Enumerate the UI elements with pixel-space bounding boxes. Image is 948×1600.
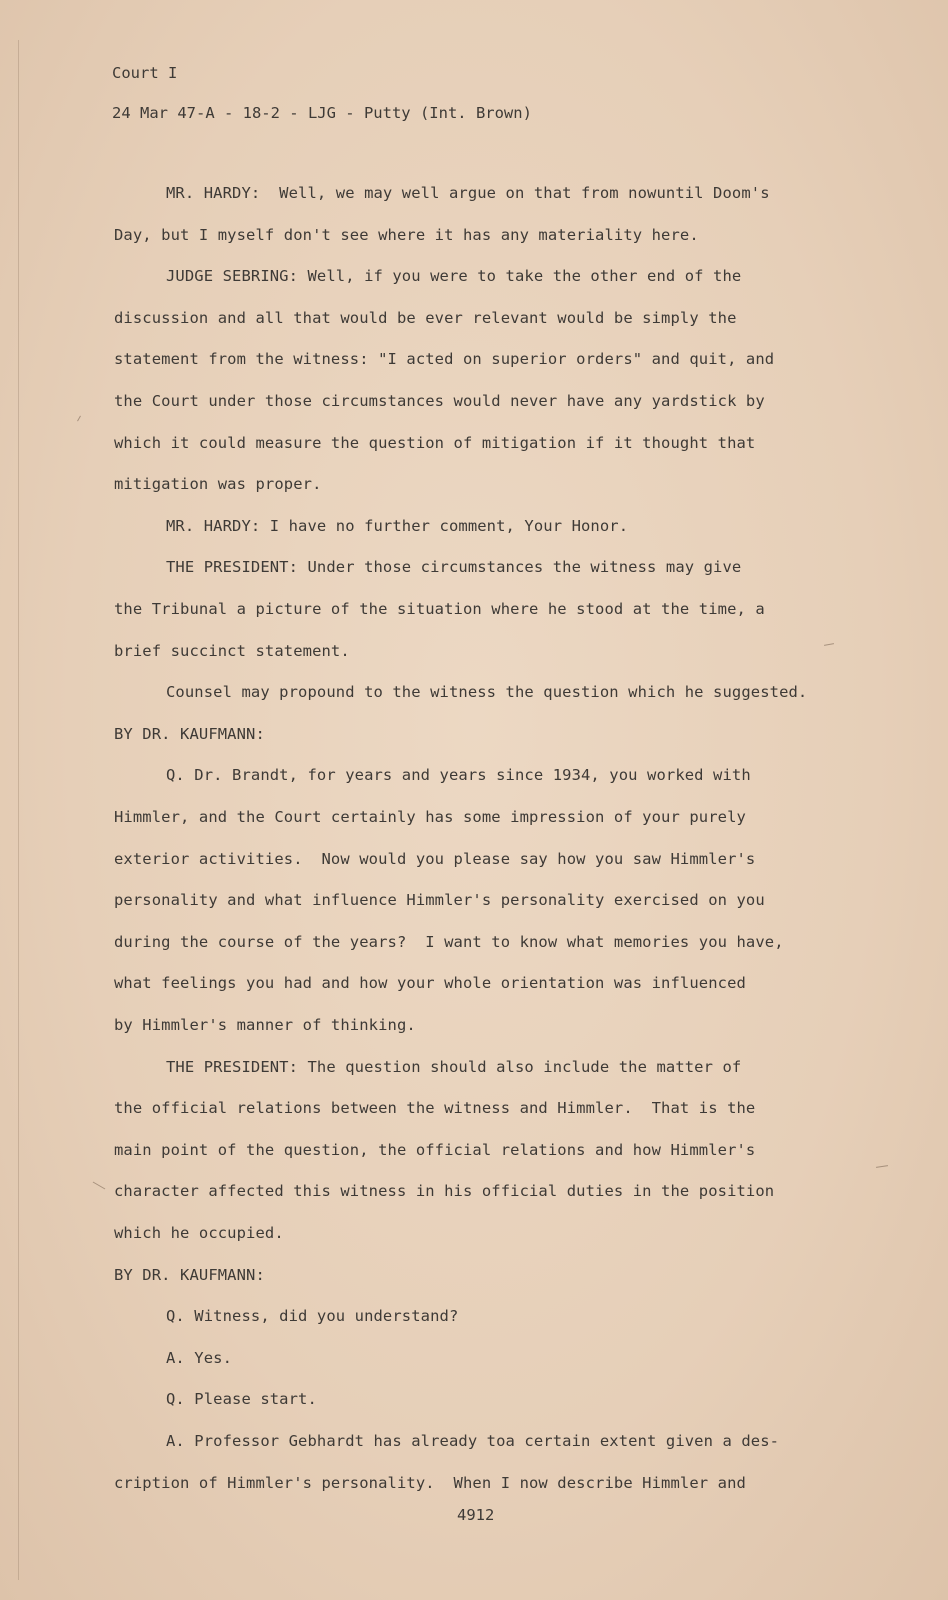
transcript-line: during the course of the years? I want to know what memories you have, — [114, 932, 784, 951]
transcript-line: character affected this witness in his official duties in the position — [114, 1182, 775, 1201]
transcript-line: THE PRESIDENT: The question should also include the matter of — [166, 1057, 742, 1076]
page-edge-shadow — [18, 40, 19, 1580]
transcript-line: JUDGE SEBRING: Well, if you were to take the other end of the — [166, 267, 742, 286]
transcript-line: BY DR. KAUFMANN: — [114, 724, 265, 743]
court-label: Court I — [112, 64, 178, 82]
transcript-line: exterior activities. Now would you please say how you saw Himmler's — [114, 849, 756, 868]
transcript-line: mitigation was proper. — [114, 475, 322, 494]
transcript-line: personality and what influence Himmler's personality exercised on you — [114, 891, 765, 910]
transcript-line: Counsel may propound to the witness the question which he suggested. — [166, 683, 808, 702]
stray-mark — [824, 643, 834, 646]
transcript-line: statement from the witness: "I acted on superior orders" and quit, and — [114, 350, 775, 369]
page-number: 4912 — [457, 1506, 495, 1524]
transcript-line: MR. HARDY: I have no further comment, Your Honor. — [166, 516, 629, 535]
transcript-line: which it could measure the question of mitigation if it thought that — [114, 433, 756, 452]
transcript-line: MR. HARDY: Well, we may well argue on that from nowuntil Doom's — [166, 184, 770, 202]
transcript-line: Q. Dr. Brandt, for years and years since 1934, you worked with — [166, 766, 751, 785]
transcript-line: discussion and all that would be ever relevant would be simply the — [114, 308, 737, 327]
transcript-line: which he occupied. — [114, 1224, 284, 1242]
transcript-line: A. Yes. — [166, 1348, 233, 1367]
transcript-line: Q. Please start. — [166, 1390, 317, 1409]
transcript-line: A. Professor Gebhardt has already toa certain extent given a des- — [166, 1432, 780, 1450]
transcript-line: BY DR. KAUFMANN: — [114, 1265, 265, 1284]
transcript-line: by Himmler's manner of thinking. — [114, 1016, 416, 1034]
transcript-line: Q. Witness, did you understand? — [166, 1307, 459, 1326]
stray-mark — [93, 1182, 106, 1190]
transcript-line: what feelings you had and how your whole orientation was influenced — [114, 974, 746, 993]
transcript-line: main point of the question, the official relations and how Himmler's — [114, 1140, 756, 1159]
transcript-line: Himmler, and the Court certainly has some impression of your purely — [114, 808, 746, 826]
transcript-line: the Court under those circumstances would never have any yardstick by — [114, 392, 765, 410]
stray-mark — [77, 416, 81, 422]
transcript-line: cription of Himmler's personality. When I now describe Himmler and — [114, 1473, 746, 1492]
transcript-line: Day, but I myself don't see where it has any materiality here. — [114, 225, 699, 244]
transcript-line: brief succinct statement. — [114, 641, 350, 660]
stray-mark — [876, 1165, 888, 1168]
transcript-line: the Tribunal a picture of the situation where he stood at the time, a — [114, 600, 765, 618]
transcript-line: the official relations between the witness and Himmler. That is the — [114, 1099, 756, 1118]
transcript-line: THE PRESIDENT: Under those circumstances the witness may give — [166, 558, 742, 577]
session-line: 24 Mar 47-A - 18-2 - LJG - Putty (Int. Brown) — [112, 104, 532, 122]
